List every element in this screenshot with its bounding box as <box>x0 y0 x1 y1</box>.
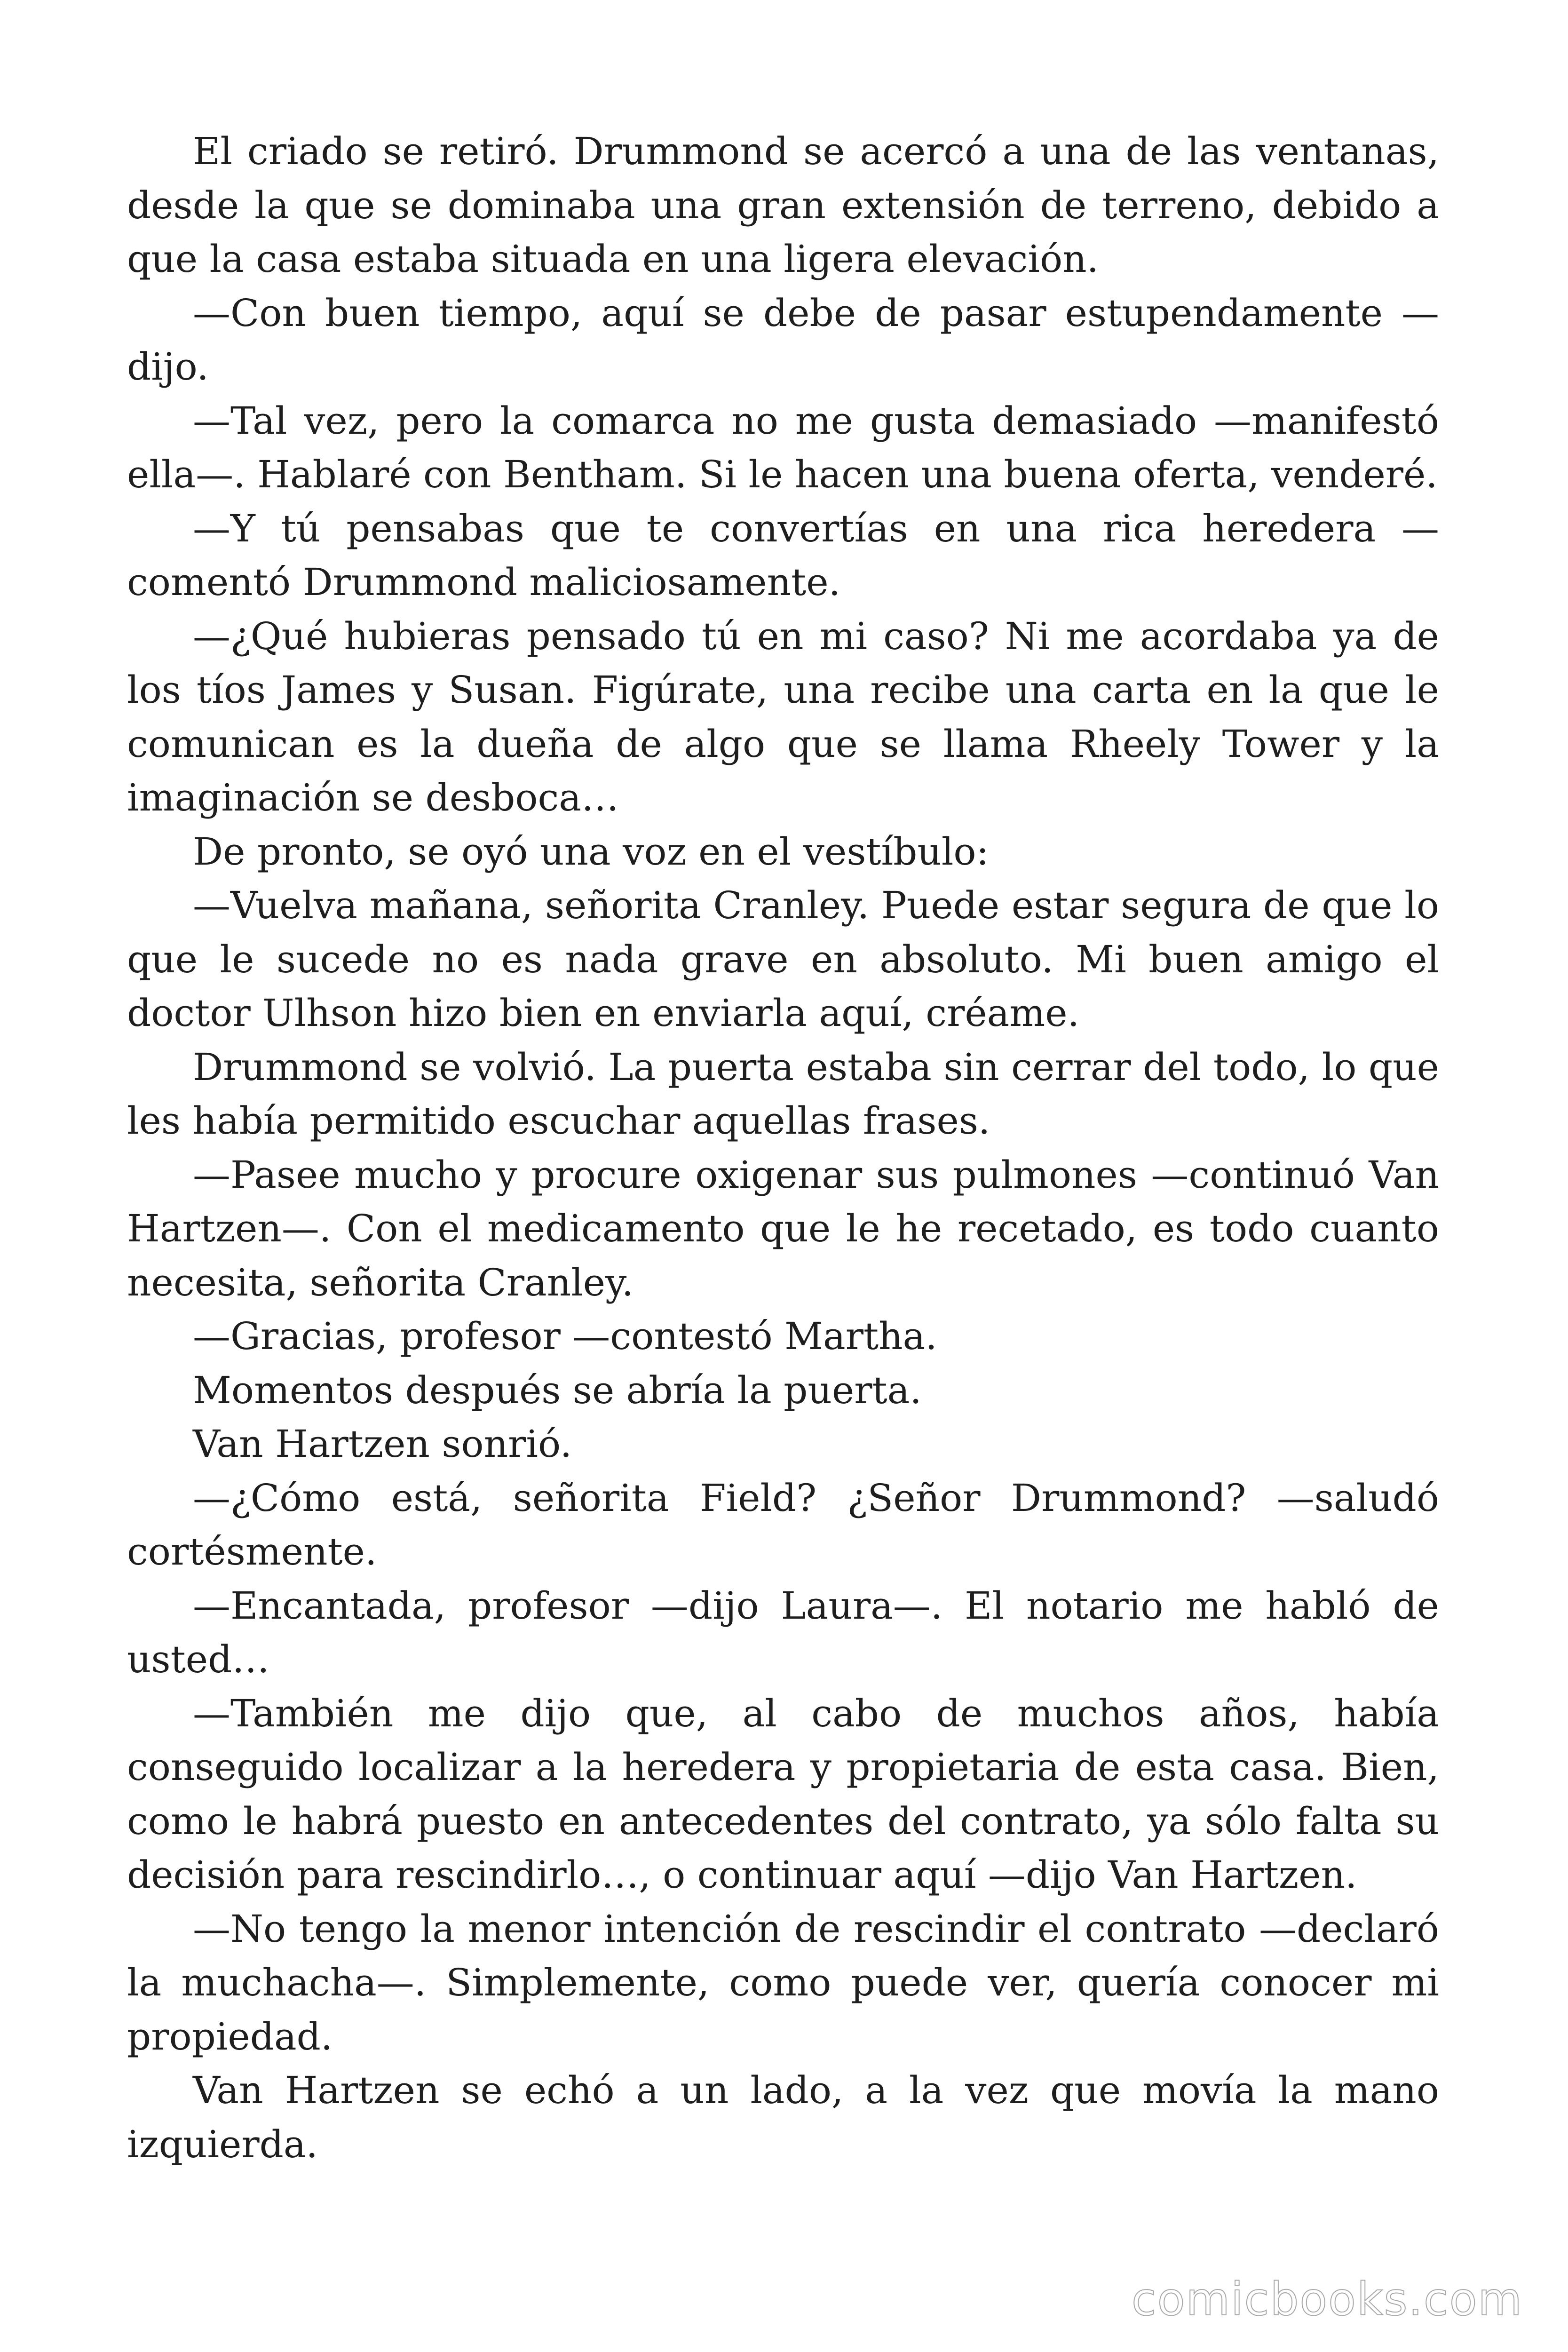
paragraph: De pronto, se oyó una voz en el vestíbulo: <box>193 829 989 874</box>
paragraph: —Tal vez, pero la comarca no me gusta demasiado —manifestó ella—. Hablaré con Bentham. Si le hacen una buena oferta, venderé. <box>127 398 1439 496</box>
paragraph: Momentos después se abría la puerta. <box>193 1368 922 1412</box>
paragraph: —Con buen tiempo, aquí se debe de pasar estupendamente —dijo. <box>127 291 1439 389</box>
body-text <box>127 125 1439 2171</box>
paragraph: Van Hartzen sonrió. <box>193 1422 572 1466</box>
paragraph: El criado se retiró. Drummond se acercó a una de las ventanas, desde la que se dominaba una gran extensión de terreno, debido a que la casa estaba situada en una ligera elevación. <box>127 129 1439 281</box>
paragraph: Van Hartzen se echó a un lado, a la vez que movía la mano izquierda. <box>127 2068 1439 2166</box>
paragraph: Drummond se volvió. La puerta estaba sin cerrar del todo, lo que les había permitido escuchar aquellas frases. <box>127 1045 1439 1143</box>
paragraph: —También me dijo que, al cabo de muchos años, había conseguido localizar a la heredera y propietaria de esta casa. Bien, como le habrá puesto en antecedentes del contrato, ya sólo falta su decisión para rescindirlo…, o continuar aquí —dijo Van Hartzen. <box>127 1691 1439 1897</box>
paragraph: —¿Qué hubieras pensado tú en mi caso? Ni me acordaba ya de los tíos James y Susan. Figúrate, una recibe una carta en la que le comunican es la dueña de algo que se llama Rheely Tower y la imaginación se desboca… <box>127 614 1439 819</box>
watermark-logo: comicbooks.com <box>1131 2273 1523 2326</box>
paragraph: —Pasee mucho y procure oxigenar sus pulmones —continuó Van Hartzen—. Con el medicamento que le he recetado, es todo cuanto necesita, señorita Cranley. <box>127 1152 1439 1304</box>
paragraph: —¿Cómo está, señorita Field? ¿Señor Drummond? —saludó cortésmente. <box>127 1476 1439 1573</box>
paragraph: —Encantada, profesor —dijo Laura—. El notario me habló de usted… <box>127 1583 1439 1681</box>
paragraph: —Vuelva mañana, señorita Cranley. Puede estar segura de que lo que le sucede no es nada grave en absoluto. Mi buen amigo el doctor Ulhson hizo bien en enviarla aquí, créame. <box>127 883 1439 1035</box>
paragraph: —No tengo la menor intención de rescindir el contrato —declaró la muchacha—. Simplemente, como puede ver, quería conocer mi propiedad. <box>127 1907 1439 2058</box>
paragraph: —Gracias, profesor —contestó Martha. <box>193 1314 937 1358</box>
paragraph: —Y tú pensabas que te convertías en una rica heredera —comentó Drummond maliciosamente. <box>127 506 1439 604</box>
